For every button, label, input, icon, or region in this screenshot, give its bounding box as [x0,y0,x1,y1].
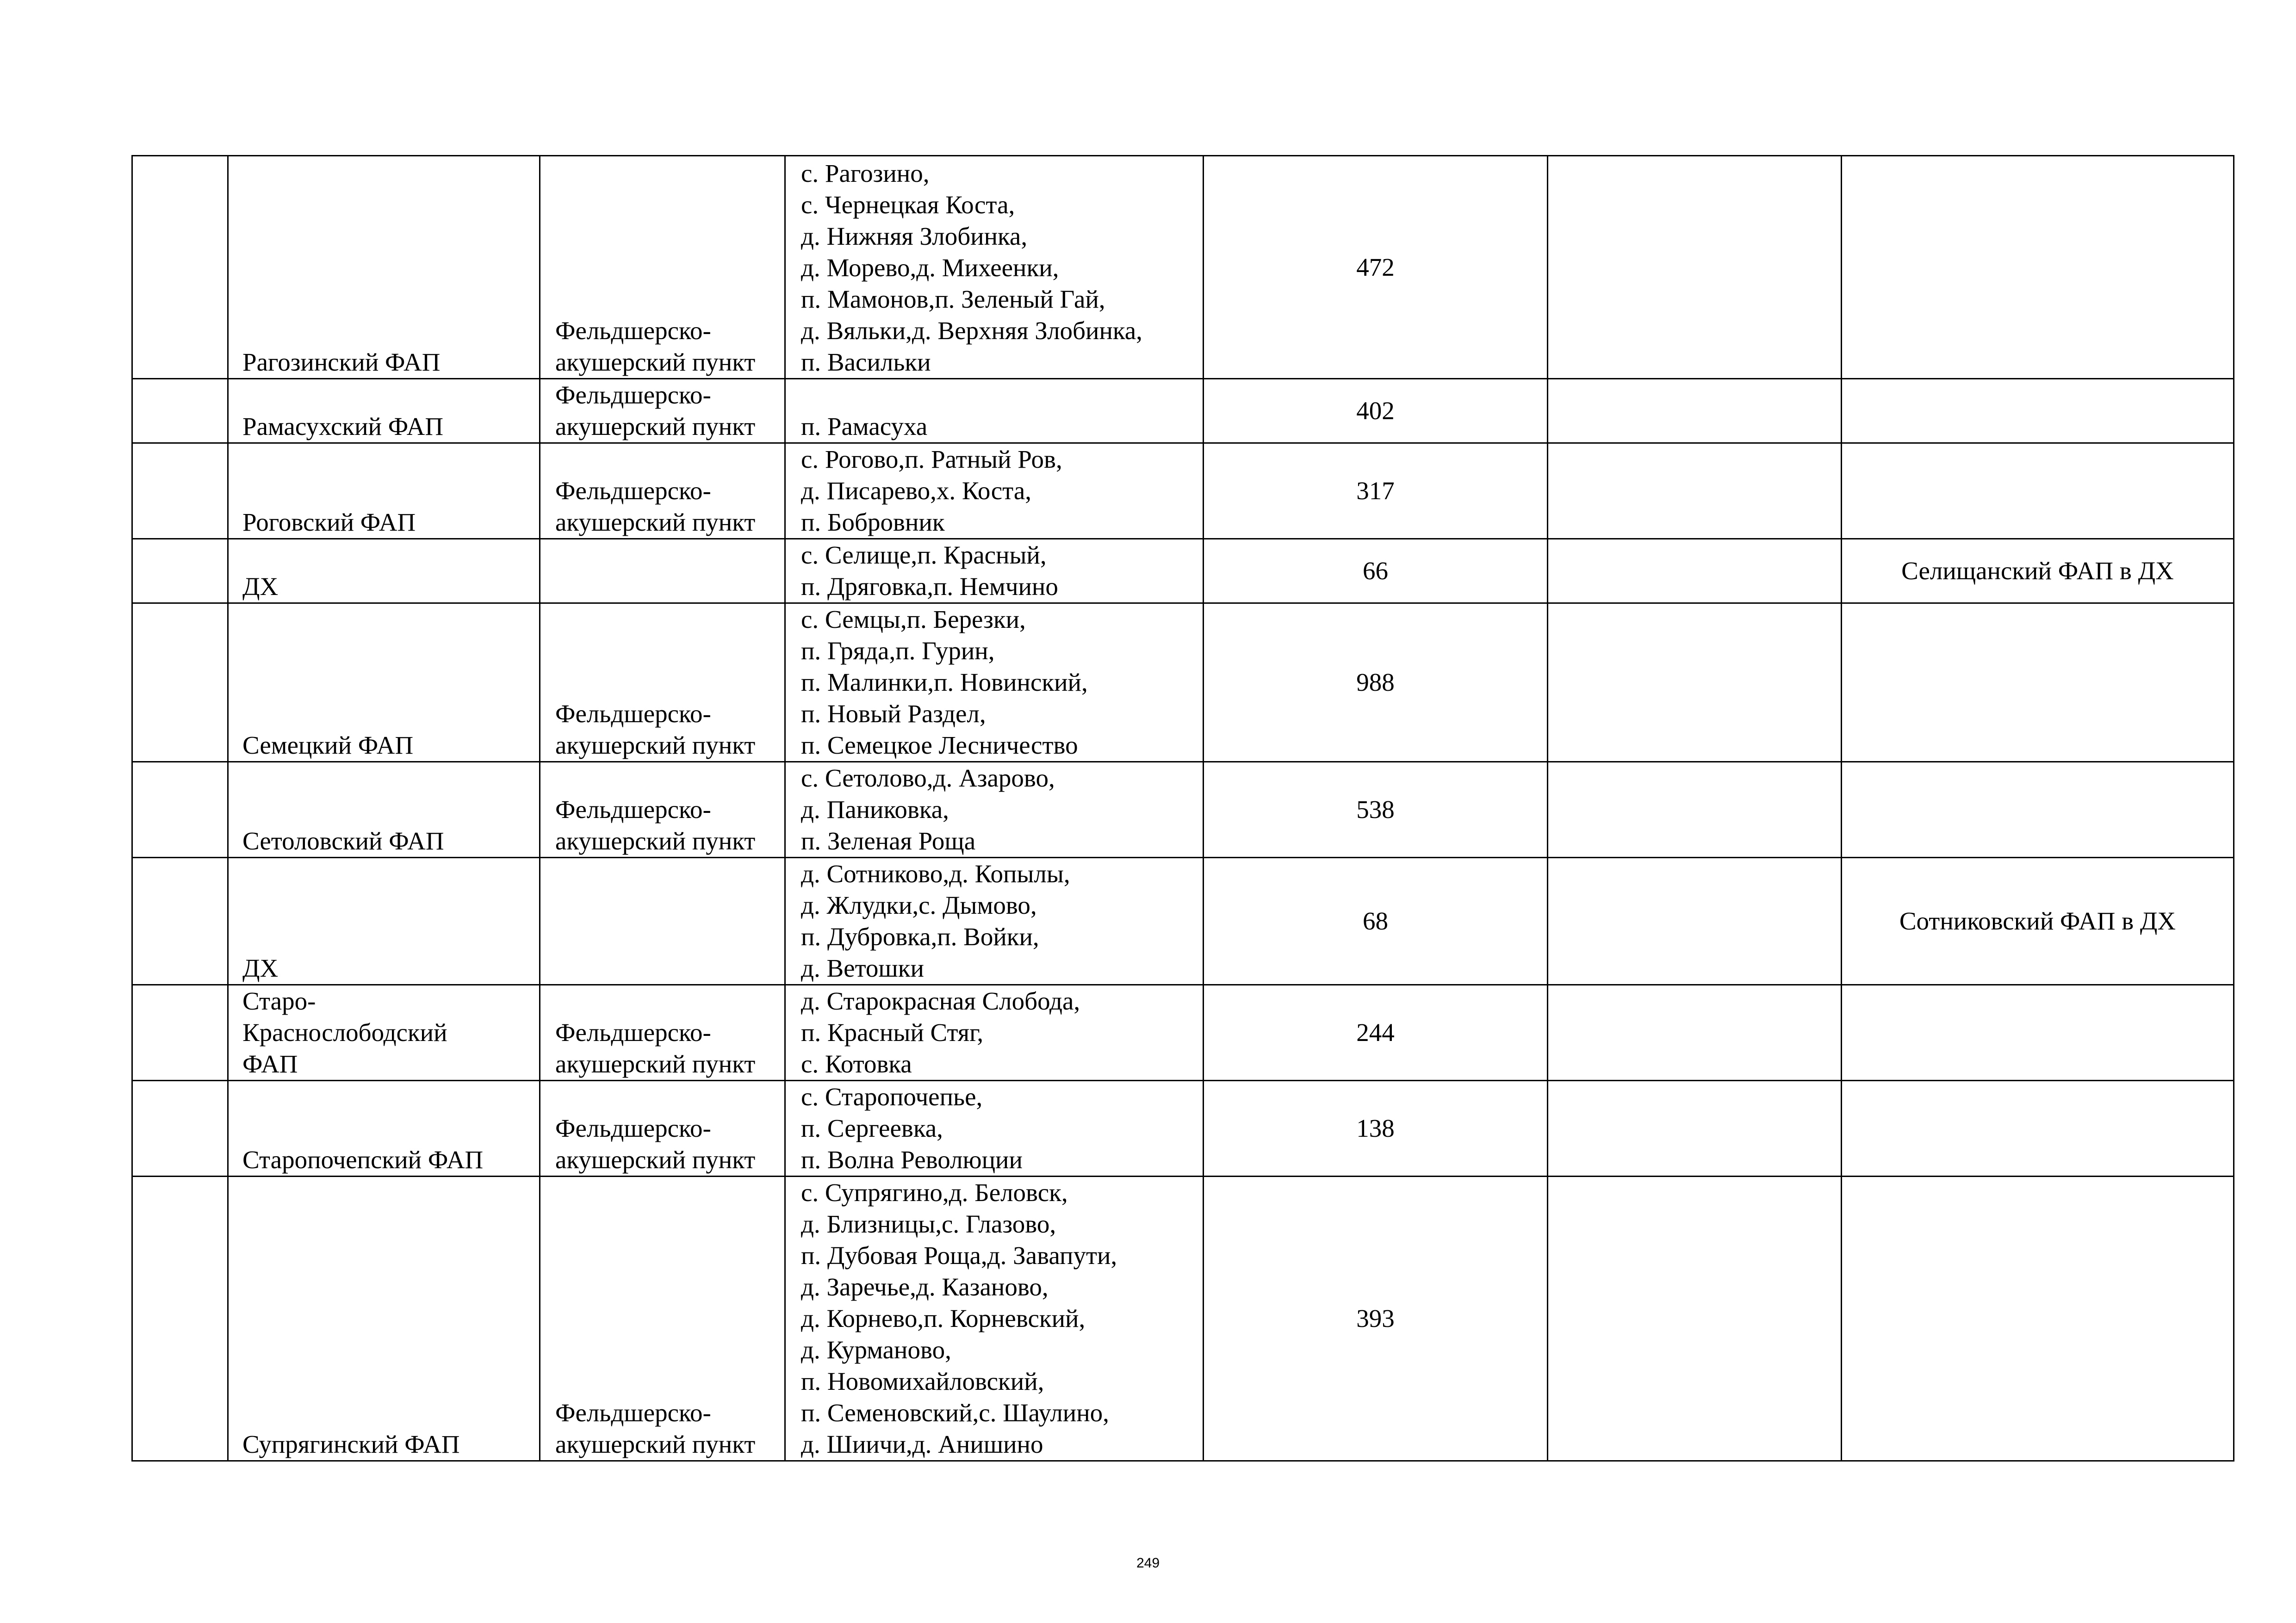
facility-name-cell [228,1177,540,1461]
facility-name-line: ФАП [242,1050,298,1078]
settlements-cell [785,1177,1204,1461]
facility-name-cell [228,379,540,443]
number-cell [132,858,228,985]
facility-type-line: Фельдшерско- [555,1018,711,1047]
settlement-line: д. Нижняя Злобинка, [801,222,1028,250]
facility-type-line: акушерский пункт [555,827,756,855]
settlements-cell [785,379,1204,443]
facility-type-line: Фельдшерско- [555,477,711,505]
settlements-cell [785,858,1204,985]
table-row [132,603,2234,762]
facility-name-line: ДХ [242,572,279,601]
settlement-line: с. Котовка [801,1050,912,1078]
settlement-line: п. Зеленая Роща [801,827,976,855]
table-row [132,443,2234,539]
number-cell [132,156,228,379]
facility-type-cell [540,156,785,379]
table-row [132,1177,2234,1461]
settlement-line: д. Сотниково,д. Копылы, [801,860,1070,888]
table-row [132,379,2234,443]
settlement-line: п. Дряговка,п. Немчино [801,572,1058,601]
number-cell [132,985,228,1081]
settlement-line: п. Рамасуха [801,412,928,440]
facility-type-line: акушерский пункт [555,508,756,536]
table-row [132,985,2234,1081]
facility-type-line: Фельдшерско- [555,795,711,824]
settlement-line: п. Сергеевка, [801,1114,943,1142]
facility-name-line: Рагозинский ФАП [242,348,441,376]
table-row [132,762,2234,858]
empty-cell [1548,379,1842,443]
settlement-line: д. Старокрасная Слобода, [801,987,1080,1015]
facility-name-cell [228,443,540,539]
facility-type-line: акушерский пункт [555,412,756,440]
facility-type-cell [540,603,785,762]
facility-type-line: акушерский пункт [555,731,756,759]
settlement-line: д. Заречье,д. Казаново, [801,1273,1049,1301]
settlement-line: д. Курманово, [801,1336,951,1364]
settlement-line: с. Рогово,п. Ратный Ров, [801,445,1062,473]
settlement-line: с. Чернецкая Коста, [801,191,1015,219]
facility-type-cell [540,1081,785,1177]
settlement-line: д. Близницы,с. Глазово, [801,1210,1056,1238]
settlement-line: п. Дубовая Роща,д. Завапути, [801,1241,1117,1270]
empty-cell [1548,1177,1842,1461]
settlement-line: д. Жлудки,с. Дымово, [801,891,1037,919]
empty-cell [1548,985,1842,1081]
facility-name-cell [228,762,540,858]
settlement-line: п. Васильки [801,348,931,376]
table-row [132,858,2234,985]
settlements-cell [785,762,1204,858]
number-cell [132,1177,228,1461]
facility-name-line: Роговский ФАП [242,508,416,536]
number-cell [132,539,228,603]
settlement-line: п. Семецкое Лесничество [801,731,1078,759]
facility-type-cell [540,858,785,985]
facility-name-line: Краснослободский [242,1018,447,1047]
settlement-line: д. Корнево,п. Корневский, [801,1304,1086,1332]
facility-name-cell [228,603,540,762]
facility-type-line: акушерский пункт [555,1146,756,1174]
settlement-line: п. Красный Стяг, [801,1018,984,1047]
facility-name-line: Рамасухский ФАП [242,412,444,440]
settlements-cell [785,1081,1204,1177]
facility-name-line: Старо- [242,987,316,1015]
number-cell [132,762,228,858]
population-cell: 472 [1204,156,1548,379]
note-cell [1842,156,2234,379]
facilities-table [131,155,2234,1462]
settlement-line: с. Сетолово,д. Азарово, [801,764,1055,792]
note-cell [1842,1177,2234,1461]
settlement-line: с. Супрягино,д. Беловск, [801,1178,1068,1207]
note-cell [1842,379,2234,443]
population-cell: 68 [1204,858,1548,985]
facility-type-line: Фельдшерско- [555,381,711,409]
settlements-cell [785,443,1204,539]
settlement-line: с. Семцы,п. Березки, [801,605,1026,633]
facility-name-line: Сетоловский ФАП [242,827,444,855]
number-cell [132,379,228,443]
number-cell [132,1081,228,1177]
note-cell [1842,1081,2234,1177]
facility-type-line: Фельдшерско- [555,700,711,728]
settlement-line: п. Бобровник [801,508,945,536]
facility-type-cell [540,762,785,858]
table-body [132,156,2234,1461]
note-cell [1842,443,2234,539]
empty-cell [1548,156,1842,379]
facility-type-line: Фельдшерско- [555,316,711,345]
settlements-cell [785,985,1204,1081]
facility-type-line: акушерский пункт [555,348,756,376]
facility-name-line: Старопочепский ФАП [242,1146,484,1174]
note-cell: Селищанский ФАП в ДХ [1842,539,2234,603]
settlement-line: с. Старопочепье, [801,1083,983,1111]
note-cell [1842,603,2234,762]
empty-cell [1548,539,1842,603]
facility-type-cell [540,1177,785,1461]
facility-name-line: Семецкий ФАП [242,731,414,759]
settlement-line: с. Селище,п. Красный, [801,541,1047,569]
facility-name-cell [228,539,540,603]
empty-cell [1548,1081,1842,1177]
settlements-cell [785,539,1204,603]
facility-type-cell [540,985,785,1081]
population-cell: 244 [1204,985,1548,1081]
facility-name-cell [228,1081,540,1177]
facility-type-line: Фельдшерско- [555,1399,711,1427]
settlement-line: д. Писарево,х. Коста, [801,477,1031,505]
population-cell: 538 [1204,762,1548,858]
settlements-cell [785,156,1204,379]
note-cell [1842,762,2234,858]
empty-cell [1548,858,1842,985]
facility-type-cell [540,539,785,603]
facility-type-cell [540,443,785,539]
number-cell [132,443,228,539]
table-row [132,156,2234,379]
note-cell [1842,985,2234,1081]
settlement-line: д. Морево,д. Михеенки, [801,254,1059,282]
settlement-line: п. Малинки,п. Новинский, [801,668,1088,696]
settlement-line: с. Рагозино, [801,159,930,187]
settlement-line: п. Волна Революции [801,1146,1023,1174]
facility-name-line: Супрягинский ФАП [242,1430,460,1458]
settlements-cell [785,603,1204,762]
settlement-line: п. Мамонов,п. Зеленый Гай, [801,285,1105,313]
facility-type-line: акушерский пункт [555,1430,756,1458]
table-row [132,1081,2234,1177]
population-cell: 66 [1204,539,1548,603]
population-cell: 138 [1204,1081,1548,1177]
settlement-line: д. Ветошки [801,954,924,982]
page-number: 249 [1136,1555,1160,1571]
number-cell [132,603,228,762]
table-row [132,539,2234,603]
facility-name-cell [228,985,540,1081]
settlement-line: п. Гряда,п. Гурин, [801,637,995,665]
settlement-line: д. Вяльки,д. Верхняя Злобинка, [801,316,1142,345]
population-cell: 402 [1204,379,1548,443]
facility-name-cell [228,858,540,985]
facility-name-line: ДХ [242,954,279,982]
empty-cell [1548,762,1842,858]
settlement-line: д. Шиичи,д. Анишино [801,1430,1043,1458]
facility-type-line: Фельдшерско- [555,1114,711,1142]
note-cell: Сотниковский ФАП в ДХ [1842,858,2234,985]
empty-cell [1548,443,1842,539]
facility-type-line: акушерский пункт [555,1050,756,1078]
facility-type-cell [540,379,785,443]
population-cell: 988 [1204,603,1548,762]
settlement-line: п. Новый Раздел, [801,700,986,728]
population-cell: 317 [1204,443,1548,539]
settlement-line: п. Новомихайловский, [801,1367,1044,1395]
population-cell: 393 [1204,1177,1548,1461]
empty-cell [1548,603,1842,762]
settlement-line: п. Дубровка,п. Войки, [801,923,1039,951]
facility-name-cell [228,156,540,379]
settlement-line: п. Семеновский,с. Шаулино, [801,1399,1109,1427]
settlement-line: д. Паниковка, [801,795,949,824]
